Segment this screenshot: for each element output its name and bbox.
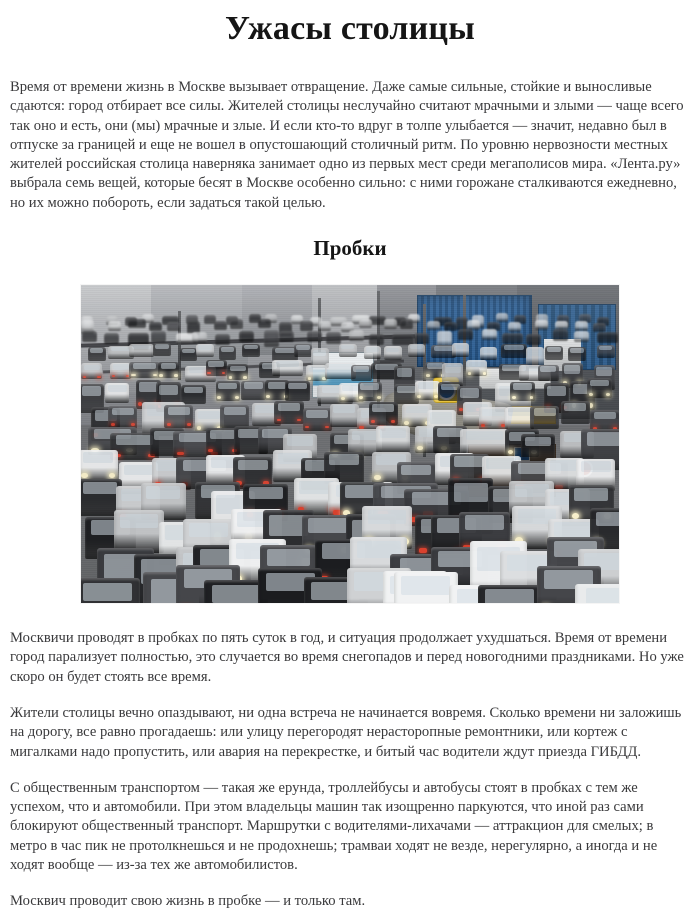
photo-vehicle-windshield bbox=[341, 345, 354, 350]
photo-vehicle bbox=[496, 313, 508, 322]
photo-vehicle bbox=[330, 404, 359, 427]
photo-vehicle bbox=[359, 319, 372, 329]
photo-vehicle-headlight bbox=[159, 374, 162, 377]
photo-vehicle-headlight bbox=[174, 374, 177, 377]
photo-vehicle-headlight bbox=[217, 396, 221, 399]
photo-vehicle-taillight bbox=[83, 376, 86, 378]
photo-vehicle bbox=[230, 319, 243, 329]
photo-vehicle-windshield bbox=[275, 348, 294, 353]
photo-vehicle-windshield bbox=[329, 454, 359, 465]
photo-vehicle-windshield bbox=[445, 365, 461, 373]
photo-vehicle bbox=[575, 584, 619, 604]
photo-vehicle bbox=[339, 344, 357, 357]
photo-vehicle bbox=[593, 323, 606, 333]
photo-vehicle bbox=[568, 347, 586, 360]
photo-vehicle-windshield bbox=[599, 346, 612, 351]
photo-vehicle-windshield bbox=[410, 345, 423, 350]
photo-vehicle-headlight bbox=[235, 396, 239, 399]
photo-vehicle-headlight bbox=[417, 395, 421, 398]
photo-vehicle-windshield bbox=[401, 465, 431, 476]
photo-vehicle bbox=[241, 381, 266, 400]
photo-vehicle bbox=[216, 381, 241, 400]
photo-vehicle-taillight bbox=[371, 420, 375, 423]
photo-vehicle-windshield bbox=[146, 486, 180, 499]
photo-vehicle-windshield bbox=[184, 387, 203, 394]
photo-vehicle bbox=[482, 329, 497, 340]
photo-vehicle-headlight bbox=[530, 396, 534, 399]
photo-vehicle-headlight bbox=[508, 450, 513, 454]
paragraph-3: С общественным транспортом — такая же ерунда, троллейбусы и автобусы стоят в пробках с тем же успехом, что и автомобили. При этом владельцы машин так изощренно паркуются, что иной раз сами блокируют общественный транспорт. Маршрутки с водителями-лихачами — аттракцион для смелых; в метро в час пик не протолкнешься и не продохнешь; трамваи ходят не везде, нерегулярно, а иногда и не ходят вообще — из-за тех же автомобилистов. bbox=[10, 779, 658, 874]
photo-vehicle bbox=[460, 429, 509, 456]
photo-vehicle-windshield bbox=[278, 403, 300, 411]
photo-vehicle-windshield bbox=[587, 432, 619, 446]
photo-vehicle-windshield bbox=[534, 408, 556, 416]
photo-vehicle-windshield bbox=[296, 345, 309, 350]
photo-vehicle bbox=[538, 365, 559, 381]
photo-vehicle bbox=[456, 317, 468, 331]
photo-vehicle-headlight bbox=[512, 396, 516, 399]
photo-vehicle-windshield bbox=[372, 404, 394, 412]
photo-vehicle bbox=[196, 344, 214, 357]
photo-vehicle-headlight bbox=[359, 396, 363, 399]
photo-vehicle bbox=[219, 346, 237, 359]
photo-vehicle bbox=[414, 333, 429, 344]
photo-vehicle-windshield bbox=[132, 345, 151, 350]
photo-vehicle-windshield bbox=[308, 518, 347, 533]
photo-vehicle bbox=[153, 343, 171, 356]
photo-vehicle bbox=[108, 406, 137, 429]
photo-vehicle bbox=[384, 319, 397, 329]
photo-vehicle bbox=[206, 360, 227, 376]
photo-vehicle-windshield bbox=[90, 348, 103, 353]
photo-vehicle-windshield bbox=[564, 365, 580, 373]
photo-vehicle-windshield bbox=[386, 348, 399, 353]
photo-vehicle bbox=[151, 331, 166, 342]
photo-vehicle bbox=[394, 572, 458, 603]
photo-vehicle-windshield bbox=[309, 367, 325, 372]
photo-vehicle-windshield bbox=[460, 388, 479, 398]
photo-vehicle bbox=[279, 331, 294, 342]
photo-vehicle-windshield bbox=[594, 412, 616, 420]
photo-vehicle-windshield bbox=[570, 348, 583, 353]
photo-vehicle bbox=[502, 333, 524, 344]
photo-vehicle-taillight bbox=[112, 375, 115, 377]
photo-vehicle-headlight bbox=[243, 376, 246, 379]
photo-vehicle-windshield bbox=[84, 365, 100, 370]
photo-vehicle-headlight bbox=[131, 374, 136, 377]
photo-vehicle-windshield bbox=[244, 345, 257, 350]
photo-vehicle bbox=[215, 334, 230, 345]
photo-vehicle-windshield bbox=[454, 483, 488, 502]
photo-vehicle-windshield bbox=[182, 349, 195, 354]
photo-vehicle-windshield bbox=[221, 347, 234, 352]
photo-vehicle-taillight bbox=[222, 372, 225, 374]
photo-vehicle-windshield bbox=[540, 366, 556, 371]
photo-vehicle-windshield bbox=[574, 488, 608, 501]
photo-vehicle-windshield bbox=[525, 437, 551, 446]
paragraph-1: Москвичи проводят в пробках по пять суток в год, и ситуация продолжает ухудшаться. Время от времени город парализует полностью, это случается во время снегопадов и перед новогодними праздниками. Но уже скоро он будет стоять все время. bbox=[10, 630, 684, 685]
photo-vehicle bbox=[415, 381, 440, 400]
photo-vehicle-windshield bbox=[111, 347, 130, 352]
photo-vehicle-windshield bbox=[82, 386, 101, 396]
photo-vehicle-windshield bbox=[547, 347, 560, 352]
photo-vehicle-windshield bbox=[397, 368, 413, 376]
photo-vehicle-windshield bbox=[504, 345, 523, 350]
photo-vehicle bbox=[81, 450, 118, 482]
photo-vehicle-headlight bbox=[266, 395, 270, 398]
photo-vehicle bbox=[508, 322, 521, 332]
photo-vehicle-windshield bbox=[208, 361, 224, 366]
photo-vehicle-windshield bbox=[244, 382, 263, 389]
photo-vehicle bbox=[480, 347, 498, 360]
photo-vehicle-windshield bbox=[454, 456, 484, 467]
photo-vehicle-taillight bbox=[419, 548, 427, 553]
photo-vehicle-headlight bbox=[426, 374, 429, 377]
photo-vehicle-windshield bbox=[418, 382, 437, 389]
photo-vehicle bbox=[220, 405, 249, 428]
photo-vehicle-headlight bbox=[374, 475, 380, 480]
photo-vehicle-windshield bbox=[590, 380, 609, 387]
photo-vehicle bbox=[597, 332, 619, 343]
article-body bbox=[10, 617, 690, 912]
photo-vehicle bbox=[478, 585, 542, 603]
photo-vehicle bbox=[303, 408, 332, 431]
photo-vehicle bbox=[561, 401, 590, 424]
photo-vehicle bbox=[458, 329, 473, 340]
photo-vehicle bbox=[574, 331, 589, 342]
traffic-jam-figure bbox=[10, 285, 690, 603]
photo-vehicle bbox=[110, 363, 131, 379]
photo-vehicle-windshield bbox=[249, 487, 283, 500]
photo-vehicle-windshield bbox=[288, 383, 307, 390]
photo-vehicle-taillight bbox=[297, 419, 301, 422]
photo-vehicle-windshield bbox=[161, 363, 177, 368]
photo-vehicle bbox=[597, 345, 615, 358]
photo-vehicle-taillight bbox=[481, 424, 485, 427]
photo-vehicle bbox=[242, 344, 260, 357]
photo-vehicle-headlight bbox=[308, 377, 311, 380]
photo-vehicle-windshield bbox=[352, 431, 378, 440]
photo-vehicle-windshield bbox=[528, 349, 541, 356]
photo-vehicle bbox=[272, 360, 302, 376]
photo-vehicle-windshield bbox=[218, 383, 237, 390]
photo-vehicle-windshield bbox=[313, 350, 326, 357]
photo-vehicle-windshield bbox=[83, 452, 113, 463]
photo-vehicle-windshield bbox=[434, 346, 453, 351]
photo-vehicle-windshield bbox=[133, 363, 156, 368]
photo-vehicle-windshield bbox=[466, 431, 503, 440]
photo-vehicle-windshield bbox=[306, 410, 328, 418]
photo-vehicle-windshield bbox=[268, 382, 287, 389]
section-heading-probki: Пробки bbox=[313, 236, 387, 261]
photo-vehicle bbox=[545, 346, 563, 359]
photo-vehicle bbox=[239, 331, 254, 342]
photo-vehicle bbox=[164, 405, 193, 428]
photo-vehicle-windshield bbox=[366, 347, 379, 352]
photo-vehicle-windshield bbox=[83, 482, 117, 495]
photo-vehicle-windshield bbox=[333, 405, 355, 413]
photo-vehicle bbox=[214, 321, 227, 331]
photo-vehicle-headlight bbox=[483, 372, 486, 375]
photo-vehicle-headlight bbox=[404, 421, 409, 425]
photo-vehicle-taillight bbox=[187, 423, 191, 426]
photo-vehicle-windshield bbox=[482, 409, 504, 417]
photo-vehicle-headlight bbox=[81, 473, 87, 478]
photo-vehicle-windshield bbox=[465, 515, 504, 530]
photo-vehicle-headlight bbox=[341, 397, 345, 400]
photo-vehicle bbox=[427, 321, 440, 331]
photo-vehicle bbox=[358, 382, 383, 401]
photo-vehicle-windshield bbox=[287, 436, 313, 445]
photo-vehicle bbox=[466, 360, 487, 376]
photo-vehicle bbox=[128, 319, 147, 329]
photo-vehicle-headlight bbox=[417, 446, 422, 450]
photo-vehicle-windshield bbox=[329, 364, 352, 369]
photo-vehicle bbox=[81, 363, 102, 379]
photo-vehicle-windshield bbox=[368, 510, 407, 525]
photo-vehicle-headlight bbox=[197, 426, 202, 430]
paragraph-2: Жители столицы вечно опаздывают, ни одна встреча не начинается вовремя. Сколько времени ни заложишь на дорогу, все равно прогадаешь: или улицу перегородят нерасторопные ремонтники, или кортеж с мигалками надо пропустить, или авария на перекрестке, и битый час водители ждут приезда ГИБДД. bbox=[10, 704, 682, 760]
photo-vehicle-taillight bbox=[111, 423, 115, 426]
photo-vehicle-windshield bbox=[454, 345, 467, 350]
photo-vehicle bbox=[501, 344, 527, 357]
photo-vehicle-windshield bbox=[401, 576, 450, 595]
photo-vehicle-taillight bbox=[167, 423, 171, 426]
photo-vehicle bbox=[400, 319, 413, 329]
photo-vehicle bbox=[479, 407, 508, 430]
photo-vehicle bbox=[129, 362, 159, 378]
photo-vehicle-windshield bbox=[155, 344, 168, 349]
photo-vehicle bbox=[294, 344, 312, 357]
photo-vehicle bbox=[81, 578, 140, 603]
photo-vehicle-windshield bbox=[430, 412, 452, 424]
photo-vehicle bbox=[285, 381, 310, 400]
paragraph-4: Москвич проводит свою жизнь в пробке — и только там. bbox=[10, 893, 366, 910]
traffic-jam-photo bbox=[81, 285, 619, 603]
photo-vehicle-windshield bbox=[83, 583, 132, 602]
photo-vehicle-taillight bbox=[97, 376, 100, 378]
photo-vehicle-windshield bbox=[469, 362, 485, 367]
photo-vehicle-windshield bbox=[116, 435, 153, 444]
page-title: Ужасы столицы bbox=[225, 10, 475, 47]
photo-vehicle-taillight bbox=[131, 423, 135, 426]
photo-vehicle-taillight bbox=[325, 426, 329, 429]
photo-vehicle-windshield bbox=[581, 461, 611, 472]
photo-vehicle-taillight bbox=[305, 426, 309, 429]
photo-vehicle-windshield bbox=[360, 383, 379, 390]
photo-vehicle bbox=[444, 322, 457, 332]
photo-vehicle-windshield bbox=[554, 522, 593, 537]
photo-vehicle-windshield bbox=[427, 363, 443, 368]
photo-vehicle bbox=[326, 332, 341, 343]
photo-vehicle-windshield bbox=[564, 403, 586, 411]
photo-vehicle bbox=[384, 346, 402, 359]
photo-vehicle-windshield bbox=[198, 345, 211, 350]
photo-vehicle-taillight bbox=[277, 419, 281, 422]
photo-vehicle-headlight bbox=[229, 376, 232, 379]
photo-vehicle-windshield bbox=[482, 348, 495, 353]
photo-vehicle-windshield bbox=[406, 406, 428, 414]
photo-vehicle bbox=[364, 346, 382, 359]
photo-vehicle bbox=[180, 348, 198, 361]
photo-vehicle-windshield bbox=[108, 385, 127, 392]
photo-vehicle-windshield bbox=[513, 383, 532, 390]
photo-vehicle-windshield bbox=[159, 385, 178, 395]
photo-vehicle bbox=[408, 344, 426, 357]
photo-vehicle-headlight bbox=[377, 396, 381, 399]
photo-vehicle bbox=[300, 321, 313, 331]
photo-vehicle bbox=[82, 331, 97, 342]
photo-vehicle bbox=[264, 330, 279, 347]
photo-vehicle-windshield bbox=[113, 364, 129, 369]
photo-vehicle-windshield bbox=[547, 386, 566, 396]
photo-vehicle-windshield bbox=[224, 407, 246, 415]
photo-vehicle bbox=[535, 320, 548, 330]
photo-vehicle-windshield bbox=[596, 367, 612, 375]
photo-vehicle-windshield bbox=[353, 366, 369, 371]
photo-vehicle-windshield bbox=[112, 408, 134, 416]
photo-vehicle-windshield bbox=[198, 411, 220, 419]
photo-vehicle-windshield bbox=[210, 430, 236, 439]
photo-vehicle bbox=[452, 343, 470, 356]
photo-vehicle bbox=[369, 334, 384, 345]
photo-vehicle-windshield bbox=[230, 366, 246, 371]
photo-vehicle-taillight bbox=[391, 420, 395, 423]
photo-vehicle-taillight bbox=[177, 452, 184, 455]
photo-vehicle bbox=[530, 406, 559, 429]
photo-vehicle-windshield bbox=[238, 460, 268, 471]
photo-vehicle bbox=[351, 365, 372, 381]
photo-vehicle-headlight bbox=[468, 372, 471, 375]
photo-vehicle bbox=[587, 378, 612, 397]
photo-vehicle bbox=[553, 329, 568, 340]
photo-vehicle-windshield bbox=[124, 465, 154, 476]
photo-vehicle-windshield bbox=[515, 484, 549, 497]
photo-vehicle-taillight bbox=[207, 372, 210, 374]
photo-vehicle-windshield bbox=[397, 386, 416, 393]
photo-vehicle bbox=[88, 347, 106, 360]
photo-vehicle bbox=[274, 401, 303, 424]
photo-vehicle bbox=[258, 319, 271, 329]
photo-vehicle bbox=[318, 321, 331, 331]
photo-vehicle-windshield bbox=[380, 428, 406, 437]
photo-vehicle bbox=[158, 362, 179, 378]
photo-vehicle-headlight bbox=[589, 393, 593, 396]
photo-vehicle bbox=[307, 331, 322, 342]
photo-vehicle-windshield bbox=[267, 549, 310, 566]
photo-vehicle bbox=[114, 510, 165, 553]
photo-vehicle bbox=[575, 321, 588, 331]
photo-vehicle-windshield bbox=[508, 408, 530, 416]
photo-vehicle bbox=[181, 385, 206, 404]
photo-vehicle-windshield bbox=[596, 512, 619, 527]
photo-vehicle-windshield bbox=[586, 588, 619, 603]
photo-vehicle-headlight bbox=[153, 374, 158, 377]
photo-vehicle bbox=[129, 344, 155, 357]
photo-vehicle-windshield bbox=[168, 407, 190, 415]
photo-vehicle-windshield bbox=[212, 585, 261, 603]
photo-vehicle bbox=[227, 364, 248, 380]
photo-vehicle-windshield bbox=[276, 361, 299, 366]
photo-vehicle-headlight bbox=[606, 393, 610, 396]
photo-vehicle-windshield bbox=[189, 523, 228, 538]
photo-vehicle-taillight bbox=[208, 449, 213, 452]
photo-car-field bbox=[81, 285, 619, 603]
photo-vehicle bbox=[192, 332, 207, 343]
photo-vehicle-headlight bbox=[109, 473, 115, 478]
photo-vehicle bbox=[376, 426, 410, 453]
photo-vehicle bbox=[306, 365, 327, 381]
photo-vehicle bbox=[349, 330, 364, 341]
photo-vehicle bbox=[510, 382, 535, 401]
photo-vehicle-windshield bbox=[120, 514, 159, 529]
photo-vehicle bbox=[167, 322, 180, 332]
photo-vehicle bbox=[526, 334, 541, 345]
photo-vehicle bbox=[108, 321, 121, 331]
photo-vehicle-windshield bbox=[485, 589, 534, 603]
photo-vehicle bbox=[369, 402, 398, 425]
photo-vehicle bbox=[104, 333, 119, 344]
photo-vehicle bbox=[149, 322, 162, 332]
lead-paragraph: Время от времени жизнь в Москве вызывает отвращение. Даже самые сильные, стойкие и выносливые сдаются: город отбирает все силы. Жителей столицы неслучайно считают мрачными и злыми — чаще всего так оно и есть, они (мы) мрачные и злые. И если кто-то вдруг в толпе улыбается — значит, недавно был в отпуске за границей и еще не вошел в опустошающий столичный ритм. По уровню нервозности местных жителей российская столица наверняка занимает одно из первых мест среди мегаполисов мира. «Лента.ру» выбрала семь вещей, которые бесят в Москве особенно сильно: с ними горожане сталкиваются ежедневно, но их можно побороть, если задаться такой целью. bbox=[10, 79, 684, 211]
photo-vehicle bbox=[105, 383, 130, 402]
